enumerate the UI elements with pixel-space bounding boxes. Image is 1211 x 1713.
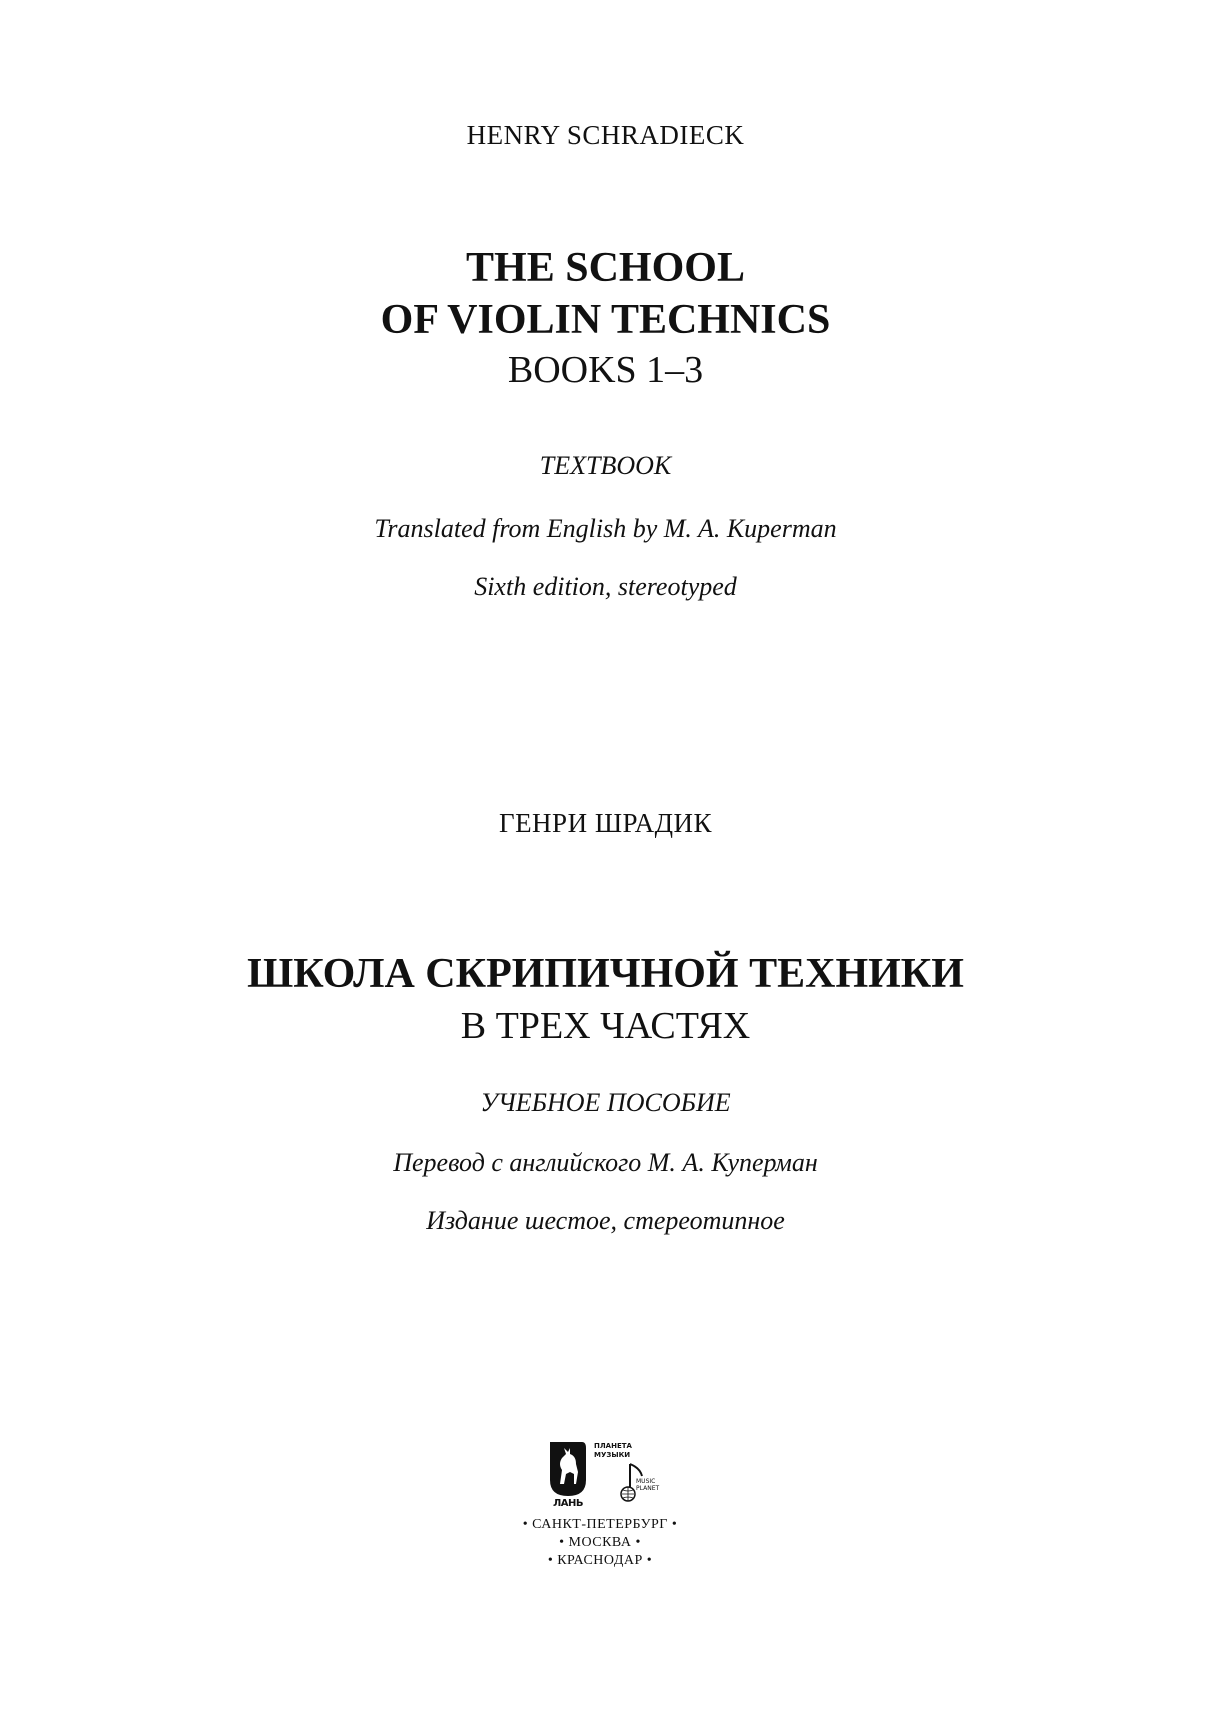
english-title-line2: OF VIOLIN TECHNICS [380, 297, 831, 343]
russian-translator: Перевод с английского М. А. Куперман [393, 1148, 818, 1177]
russian-genre: УЧЕБНОЕ ПОСОБИЕ [480, 1088, 731, 1117]
city-saint-petersburg: • САНКТ-ПЕТЕРБУРГ • [522, 1517, 678, 1532]
russian-author: ГЕНРИ ШРАДИК [498, 808, 713, 838]
planeta-logo-text [594, 1442, 632, 1460]
publisher-block [500, 1440, 700, 1600]
publisher-logo [548, 1440, 658, 1508]
planeta-line1: ПЛАНЕТА [594, 1442, 632, 1450]
publisher-cities [500, 1516, 700, 1570]
english-title-line1: THE SCHOOL [466, 245, 745, 291]
english-genre: TEXTBOOK [539, 451, 672, 480]
english-edition: Sixth edition, stereotyped [474, 572, 737, 601]
russian-edition: Издание шестое, стереотипное [426, 1206, 785, 1235]
planeta-line2: МУЗЫКИ [594, 1451, 631, 1459]
english-author: HENRY SCHRADIECK [466, 120, 745, 150]
city-moscow: • МОСКВА • [559, 1535, 641, 1550]
music-planet-text [636, 1478, 659, 1492]
city-krasnodar: • КРАСНОДАР • [547, 1553, 653, 1568]
music-planet-line1: MUSIC [636, 1478, 656, 1485]
russian-subtitle: В ТРЕХ ЧАСТЯХ [460, 1005, 751, 1047]
english-subtitle: BOOKS 1–3 [507, 349, 704, 391]
lan-logo-text: ЛАНЬ [552, 1498, 584, 1509]
music-planet-line2: PLANET [636, 1485, 660, 1492]
lan-deer-icon [548, 1440, 588, 1498]
english-translator: Translated from English by M. A. Kuperman [374, 514, 837, 543]
russian-title: ШКОЛА СКРИПИЧНОЙ ТЕХНИКИ [247, 951, 964, 997]
